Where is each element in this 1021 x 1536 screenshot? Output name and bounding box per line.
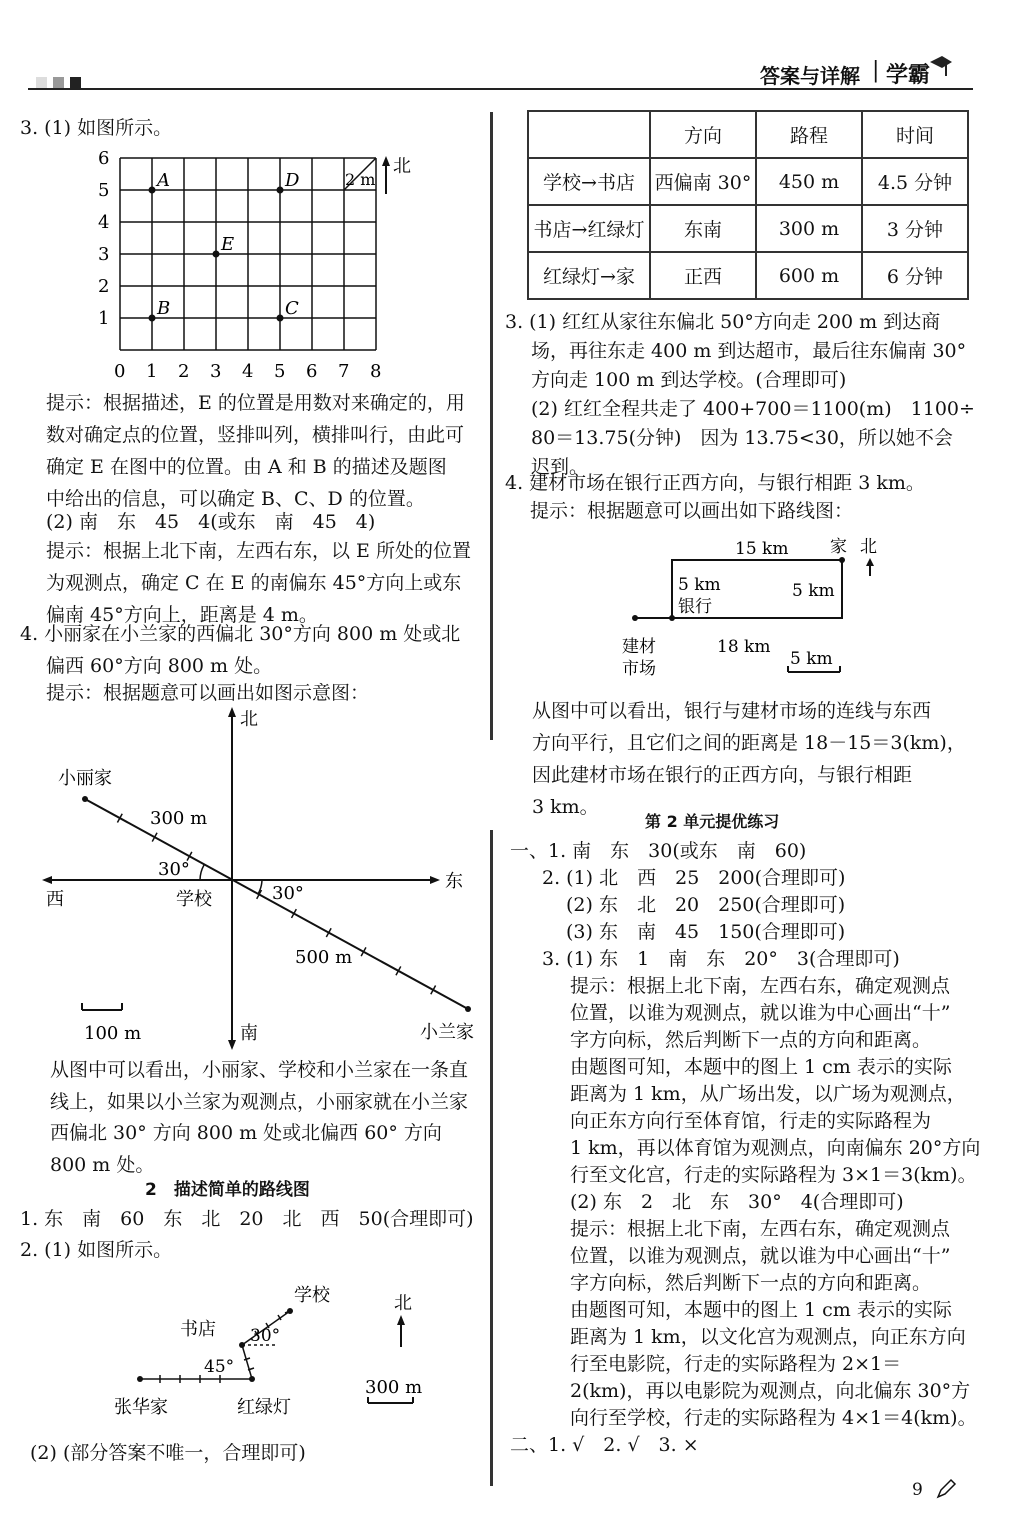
table-row: 书店→红绿灯 东南 300 m 3 分钟 <box>528 205 968 252</box>
compass-north: 北 <box>240 709 258 730</box>
grid-point <box>149 187 156 194</box>
x-tick-label: 7 <box>338 361 350 380</box>
y-tick-label: 5 <box>98 180 110 201</box>
pencil-icon <box>935 1478 957 1500</box>
table-header-cell: 路程 <box>756 111 862 158</box>
map-market-1: 建材 <box>622 637 656 657</box>
q3-part2: (2) 南 东 45 4(或东 南 45 4) <box>46 511 376 533</box>
y-tick-label: 3 <box>98 244 110 265</box>
x-tick-label: 0 <box>114 361 126 380</box>
y-tick-label: 4 <box>98 212 110 233</box>
grid-scale-label: 2 m <box>345 170 376 189</box>
route-north: 北 <box>394 1293 412 1314</box>
right-q3: 3. (1) 红红从家往东偏北 50°方向走 200 m 到达商 场，再往东走 400 m 到达超市，最后往东偏南 30° 方向走 100 m 到达学校。(合理即可) (2) 红红全程共走了 400+700＝1100(m) 1100÷ 80＝13.75(分钟) 因为 13.75<30，所以她不会 迟到。 <box>505 311 975 478</box>
grid-figure <box>90 145 430 380</box>
column-divider-bottom <box>490 830 493 1486</box>
grid-point <box>277 315 284 322</box>
map-5km-left: 5 km <box>678 575 721 595</box>
map-north: 北 <box>860 537 877 557</box>
header-square-light <box>36 77 47 88</box>
table-header-row <box>528 111 968 158</box>
grid-point-label: B <box>157 298 171 319</box>
x-tick-label: 1 <box>146 361 158 380</box>
x-tick-label: 2 <box>178 361 190 380</box>
y-tick-label: 1 <box>98 308 110 329</box>
x-tick-label: 4 <box>242 361 254 380</box>
route-scale: 300 m <box>365 1377 423 1398</box>
brand-mortarboard-icon <box>928 52 952 82</box>
header-rule <box>28 88 973 90</box>
label-xiaoli-home: 小丽家 <box>58 768 112 789</box>
label-school: 学校 <box>176 889 212 910</box>
header-square-dark <box>70 77 81 88</box>
left-paragraph: 从图中可以看出，小丽家、学校和小兰家在一条直 线上，如果以小兰家为观测点，小丽家就在小兰家 西偏北 30° 方向 800 m 处或北偏西 60° 方向 800 m 处。 <box>50 1059 469 1176</box>
route-angle-30: 30° <box>250 1326 281 1346</box>
grid-point <box>277 187 284 194</box>
route-school: 学校 <box>294 1285 330 1306</box>
compass-west: 西 <box>46 889 64 910</box>
hint-3: 提示：根据题意可以画出如图示意图： <box>46 682 370 704</box>
header-divider: | <box>872 58 880 83</box>
q3-title: 3. (1) 如图所示。 <box>20 117 173 139</box>
right-q4: 4. 建材市场在银行正西方向，与银行相距 3 km。 <box>505 472 925 494</box>
q4-answer: 4. 小丽家在小兰家的西偏北 30°方向 800 m 处或北 偏西 60°方向 800 m 处。 <box>20 623 461 677</box>
map-18km: 18 km <box>717 637 771 657</box>
header-title: 答案与详解 <box>760 64 860 88</box>
page-number: 9 <box>912 1480 923 1500</box>
grid-point-label: D <box>285 170 300 191</box>
x-tick-label: 5 <box>274 361 286 380</box>
distance-300: 300 m <box>150 808 208 829</box>
route-angle-45: 45° <box>204 1357 235 1377</box>
grid-point-label: A <box>157 170 170 191</box>
distance-500: 500 m <box>295 947 353 968</box>
hint-4: 提示：根据题意可以画出如下路线图： <box>530 500 854 522</box>
angle-label-2: 30° <box>272 883 304 904</box>
x-tick-label: 6 <box>306 361 318 380</box>
route-home: 张华家 <box>114 1397 168 1418</box>
table-header-cell: 时间 <box>862 111 968 158</box>
compass-figure <box>40 705 490 1050</box>
y-tick-label: 6 <box>98 148 110 169</box>
section-2-title: 2 描述简单的路线图 <box>145 1180 310 1200</box>
s2-q2-part2: (2) (部分答案不唯一，合理即可) <box>30 1442 306 1464</box>
compass-south: 南 <box>240 1023 258 1044</box>
map-figure <box>600 530 900 690</box>
header-square-mid <box>53 77 64 88</box>
angle-label-1: 30° <box>158 859 190 880</box>
right-paragraph: 从图中可以看出，银行与建材市场的连线与东西 方向平行，且它们之间的距离是 18－15＝3(km)， 因此建材市场在银行的正西方向，与银行相距 3 km。 <box>532 700 966 818</box>
compass-east: 东 <box>445 871 463 892</box>
map-15km: 15 km <box>735 539 789 559</box>
y-tick-label: 2 <box>98 276 110 297</box>
table-header-cell <box>528 111 650 158</box>
grid-point <box>213 251 220 258</box>
grid-north-label: 北 <box>393 156 411 177</box>
route-traffic-light: 红绿灯 <box>237 1397 291 1418</box>
header-brand: 学霸 <box>886 63 931 88</box>
x-tick-label: 3 <box>210 361 222 380</box>
table-row: 红绿灯→家 正西 600 m 6 分钟 <box>528 252 968 299</box>
x-tick-label: 8 <box>370 361 382 380</box>
map-5km-scale: 5 km <box>790 649 833 669</box>
unit-answers: 一、1. 南 东 30(或东 南 60) 2. (1) 北 西 25 200(合理即可) (2) 东 北 20 250(合理即可) (3) 东 南 45 150(合理即可) 3. (1) 东 1 南 东 20° 3(合理即可) 提示：根据上北下南，左西右东，确定观测点 位置，以谁为观测点，就以谁为中心画出“十” 字方向标，然后判断下一点的方向和距离。 由题图可知，本题中的图上 1 cm 表示的实际 距离为 1 km，从广场出发，以广场为观测点， 向正东方向行至体育馆，行走的实际路程为 1 km，再以体育馆为观测点，向南偏东 20°方向 行至文化宫，行走的实际路程为 3×1＝3(km)。 (2) 东 2 北 东 30° 4(合理即可) 提示：根据上北下南，左西右东，确定观测点 位置，以谁为观测点，就以谁为中心画出“十” 字方向标，然后判断下一点的方向和距离。 由题图可知，本题中的图上 1 cm 表示的实际 距离为 1 km，以文化宫为观测点，向正东方向 行至电影院，行走的实际路程为 2×1＝ 2(km)，再以电影院为观测点，向北偏东 30°方 向行至学校，行走的实际路程为 4×1＝4(km)。 二、1. √ 2. √ 3. × <box>510 840 981 1456</box>
s2-q1: 1. 东 南 60 东 北 20 北 西 50(合理即可) <box>20 1208 474 1230</box>
route-table <box>527 110 969 300</box>
hint-2: 提示：根据上北下南，左西右东，以 E 所处的位置 为观测点，确定 C 在 E 的南偏东 45°方向上或东 偏南 45°方向上，距离是 4 m。 <box>46 540 471 626</box>
table-header-cell: 方向 <box>650 111 756 158</box>
map-market-2: 市场 <box>622 659 656 679</box>
route-figure <box>100 1275 450 1420</box>
grid-point <box>149 315 156 322</box>
map-home: 家 <box>830 537 847 557</box>
hint-1: 提示：根据描述，E 的位置是用数对来确定的，用 数对确定点的位置，竖排叫列，横排叫行，由此可 确定 E 在图中的位置。由 A 和 B 的描述及题图 中给出的信息，可以确定 B、C、D 的位置。 <box>46 392 465 510</box>
s2-q2: 2. (1) 如图所示。 <box>20 1239 173 1261</box>
route-bookstore: 书店 <box>180 1319 216 1340</box>
grid-point-label: C <box>285 298 299 319</box>
label-xiaolan-home: 小兰家 <box>420 1022 474 1043</box>
table-row: 学校→书店 西偏南 30° 450 m 4.5 分钟 <box>528 158 968 205</box>
compass-scale: 100 m <box>84 1023 142 1044</box>
map-5km-right: 5 km <box>792 581 835 601</box>
column-divider-top <box>490 112 493 740</box>
unit-title: 第 2 单元提优练习 <box>645 812 780 831</box>
map-bank: 银行 <box>678 597 712 617</box>
grid-point-label: E <box>221 234 235 255</box>
